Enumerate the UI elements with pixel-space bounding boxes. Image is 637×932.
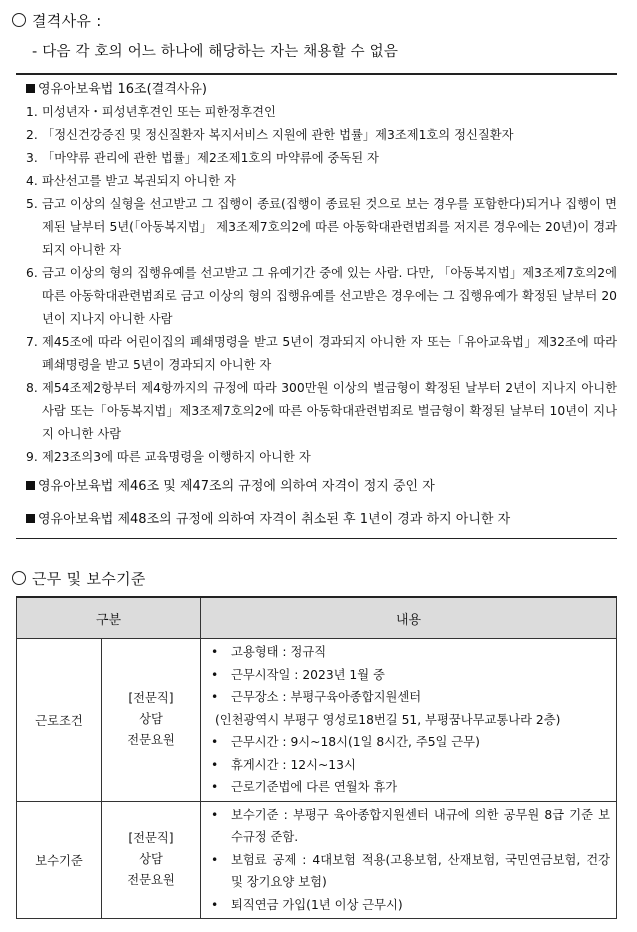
bullet-text: 근무시간 : 9시~18시(1일 8시간, 주5일 근무) bbox=[231, 735, 480, 749]
item-number: 1. bbox=[26, 105, 38, 119]
row-content bbox=[201, 639, 617, 802]
bullet-text: 보수기준 : 부평구 육아종합지원센터 내규에 의한 공무원 8급 기준 보수규정 준함. bbox=[231, 807, 610, 844]
bullet-text: 보험료 공제 : 4대보험 적용(고용보험, 산재보험, 국민연금보험, 건강 및 장기요양 보험) bbox=[231, 852, 610, 889]
list-item bbox=[26, 193, 617, 262]
bullet-text: 근로기준법에 다른 연월차 휴가 bbox=[231, 780, 398, 794]
item-number: 5. bbox=[26, 197, 38, 211]
bullet-text: 휴게시간 : 12시~13시 bbox=[231, 757, 356, 772]
disqualification-title-text: 결격사유 : bbox=[32, 12, 102, 30]
item-number: 8. bbox=[26, 381, 38, 395]
disqualification-list bbox=[26, 101, 617, 469]
work-section-title bbox=[12, 568, 146, 589]
suspended-clause bbox=[26, 475, 617, 498]
law-heading bbox=[26, 78, 617, 101]
role-line: [전문직] bbox=[128, 691, 174, 706]
item-number: 3. bbox=[26, 151, 38, 165]
bullet-icon: • bbox=[211, 667, 219, 682]
list-item bbox=[209, 804, 610, 849]
item-text: 금고 이상의 실형을 선고받고 그 집행이 종료(집행이 종료된 것으로 보는 경우를 포함한다)되거나 집행이 면제된 날부터 5년(「아동복지법」 제3조제7호의2에 따른 아동학대관련범죄를 저지른 경우에는 20년)이 경과되지 아니한 자 bbox=[42, 197, 617, 257]
disqualification-note: - 다음 각 호의 어느 하나에 해당하는 자는 채용할 수 없음 bbox=[32, 44, 399, 60]
row-content bbox=[201, 801, 617, 919]
item-text: 제23조의3에 따른 교육명령을 이행하지 아니한 자 bbox=[42, 450, 311, 464]
revoked-clause bbox=[26, 508, 617, 531]
item-text: 파산선고를 받고 복권되지 아니한 자 bbox=[42, 174, 236, 188]
bullet-list bbox=[209, 804, 610, 917]
list-item bbox=[209, 641, 610, 664]
item-text: 금고 이상의 형의 집행유예를 선고받고 그 유예기간 중에 있는 사람. 다만, 「아동복지법」제3조제7호의2에 따른 아동학대관련범죄로 금고 이상의 형의 집행유예를 선고받은 경우에는 그 집행유예가 확정된 날부터 20년이 지나지 아니한 사람 bbox=[42, 266, 617, 326]
bullet-icon: • bbox=[211, 807, 219, 822]
list-item bbox=[209, 686, 610, 709]
list-item bbox=[26, 377, 617, 446]
work-conditions-table bbox=[16, 596, 617, 919]
list-item bbox=[26, 101, 617, 124]
square-bullet-icon bbox=[26, 514, 35, 523]
role-line: 상담 bbox=[139, 852, 163, 867]
role-line: 전문요원 bbox=[127, 733, 175, 748]
suspended-clause-text: 영유아보육법 제46조 및 제47조의 규정에 의하여 자격이 정지 중인 자 bbox=[38, 479, 435, 494]
role-line: [전문직] bbox=[128, 831, 174, 846]
address-text: (인천광역시 부평구 영성로18번길 51, 부평꿈나무교통나라 2층) bbox=[215, 712, 561, 727]
list-item bbox=[26, 262, 617, 331]
list-item bbox=[26, 446, 617, 469]
disqualification-section-title bbox=[12, 10, 102, 31]
header-content: 내용 bbox=[201, 597, 617, 639]
list-item bbox=[209, 776, 610, 799]
item-number: 4. bbox=[26, 174, 38, 188]
row-label: 근로조건 bbox=[17, 639, 102, 802]
item-number: 6. bbox=[26, 266, 38, 280]
bullet-icon: • bbox=[211, 780, 219, 794]
disqualification-box bbox=[26, 78, 617, 531]
row-label: 보수기준 bbox=[17, 801, 102, 919]
item-number: 2. bbox=[26, 128, 38, 142]
list-item bbox=[26, 170, 617, 193]
row-role bbox=[102, 801, 201, 919]
bullet-icon: • bbox=[211, 690, 219, 704]
role-line: 전문요원 bbox=[127, 873, 175, 888]
item-number: 9. bbox=[26, 450, 38, 464]
work-title-text: 근무 및 보수기준 bbox=[32, 570, 146, 588]
role-line: 상담 bbox=[139, 712, 163, 727]
bullet-icon: • bbox=[211, 897, 219, 912]
bullet-icon: • bbox=[211, 757, 219, 772]
list-item bbox=[209, 849, 610, 894]
list-item bbox=[209, 731, 610, 754]
bullet-text: 퇴직연금 가입(1년 이상 근무시) bbox=[231, 897, 403, 912]
circle-bullet-icon bbox=[12, 13, 26, 27]
list-item bbox=[26, 124, 617, 147]
row-role bbox=[102, 639, 201, 802]
revoked-clause-text: 영유아보육법 제48조의 규정에 의하여 자격이 취소된 후 1년이 경과 하지 아니한 자 bbox=[38, 512, 511, 527]
item-text: 「마약류 관리에 관한 법률」제2조제1호의 마약류에 중독된 자 bbox=[42, 151, 379, 165]
list-item bbox=[209, 754, 610, 777]
table-row bbox=[17, 639, 617, 802]
box-top-rule bbox=[16, 73, 617, 75]
header-category: 구분 bbox=[17, 597, 201, 639]
item-text: 「정신건강증진 및 정신질환자 복지서비스 지원에 관한 법률」제3조제1호의 정신질환자 bbox=[42, 128, 514, 142]
circle-bullet-icon bbox=[12, 571, 26, 585]
list-item bbox=[26, 331, 617, 377]
list-item bbox=[26, 147, 617, 170]
list-item bbox=[209, 664, 610, 687]
bullet-text: 근무장소 : 부평구육아종합지원센터 bbox=[231, 690, 422, 704]
box-bottom-rule bbox=[16, 538, 617, 539]
bullet-text: 근무시작일 : 2023년 1월 중 bbox=[231, 667, 385, 682]
square-bullet-icon bbox=[26, 481, 35, 490]
square-bullet-icon bbox=[26, 84, 35, 93]
law-heading-text: 영유아보육법 16조(결격사유) bbox=[38, 82, 207, 97]
table-header-row bbox=[17, 597, 617, 639]
table-row bbox=[17, 801, 617, 919]
list-item bbox=[209, 709, 610, 732]
bullet-list bbox=[209, 641, 610, 799]
item-text: 제45조에 따라 어린이집의 폐쇄명령을 받고 5년이 경과되지 아니한 자 또는「유아교육법」제32조에 따라 폐쇄명령을 받고 5년이 경과되지 아니한 자 bbox=[42, 335, 617, 372]
item-text: 제54조제2항부터 제4항까지의 규정에 따라 300만원 이상의 벌금형이 확정된 날부터 2년이 지나지 아니한 사람 또는「아동복지법」제3조제7호의2에 따른 아동학대관련범죄로 벌금형이 확정된 날부터 10년이 지나지 아니한 사람 bbox=[42, 381, 617, 441]
bullet-icon: • bbox=[211, 645, 219, 659]
bullet-icon: • bbox=[211, 735, 219, 749]
bullet-text: 고용형태 : 정규직 bbox=[231, 645, 327, 659]
item-number: 7. bbox=[26, 335, 38, 349]
list-item bbox=[209, 894, 610, 917]
item-text: 미성년자・피성년후견인 또는 피한정후견인 bbox=[42, 105, 276, 119]
bullet-icon: • bbox=[211, 852, 219, 867]
